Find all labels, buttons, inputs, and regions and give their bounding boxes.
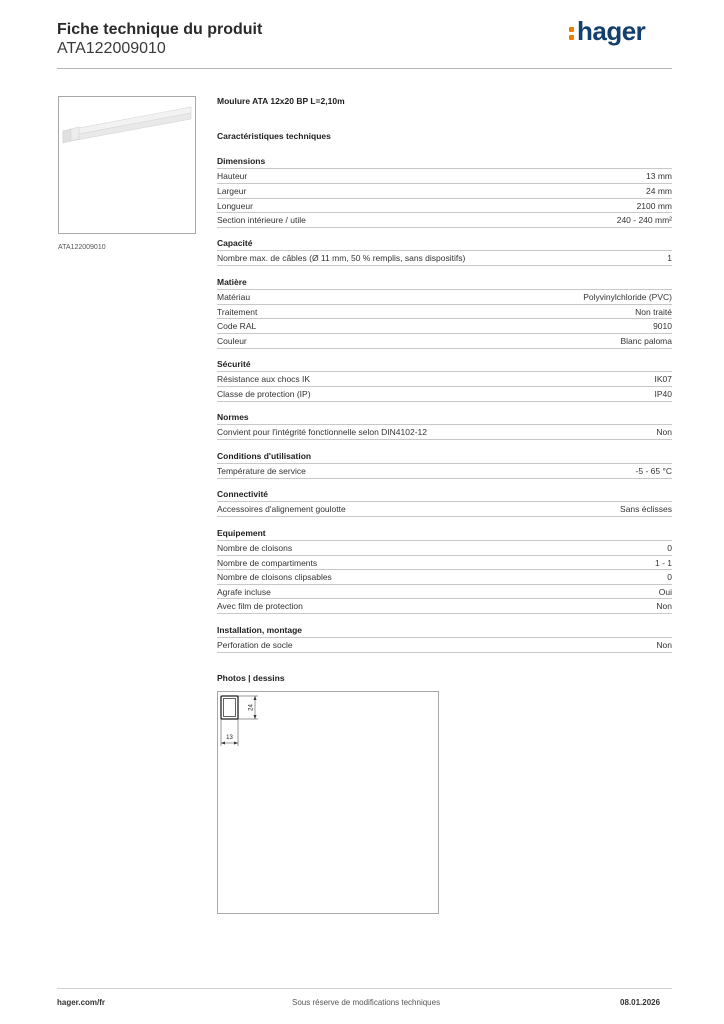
section-divider (217, 348, 672, 349)
section-title-installation: Installation, montage (217, 625, 303, 635)
hager-logo (568, 16, 645, 47)
spec-label: Accessoires d'alignement goulotte (217, 504, 346, 514)
spec-row (217, 183, 672, 198)
footer-date: 08.01.2026 (620, 998, 661, 1007)
spec-value: IK07 (654, 374, 672, 384)
spec-value: Blanc paloma (620, 336, 672, 346)
technical-drawing (217, 691, 439, 914)
spec-value: 1 - 1 (654, 558, 672, 568)
spec-label: Nombre de cloisons (217, 543, 293, 553)
spec-value: Non (656, 601, 672, 611)
spec-value: 9010 (653, 321, 672, 331)
spec-label: Hauteur (217, 171, 248, 181)
section-divider (217, 613, 672, 614)
image-caption: ATA122009010 (58, 244, 106, 251)
section-title-dimensions: Dimensions (217, 156, 266, 166)
footer-divider (57, 988, 672, 989)
spec-row (217, 168, 672, 183)
footer-website-link[interactable]: hager.com/fr (57, 998, 106, 1007)
logo-dots-icon (568, 22, 576, 42)
spec-label: Largeur (217, 186, 247, 196)
section-divider (217, 652, 672, 653)
spec-value: Sans éclisses (620, 504, 672, 514)
trunking-illustration-icon (59, 97, 195, 233)
section-title-normes: Normes (217, 412, 249, 422)
spec-label: Traitement (217, 307, 258, 317)
spec-value: 2100 mm (636, 201, 672, 211)
section-title-securite: Sécurité (217, 359, 251, 369)
spec-value: Non traité (635, 307, 672, 317)
spec-row (217, 371, 672, 386)
spec-row (217, 198, 672, 213)
spec-value: -5 - 65 °C (635, 466, 672, 476)
section-divider (217, 516, 672, 517)
section-divider (217, 227, 672, 228)
spec-label: Convient pour l'intégrité fonctionnelle selon DIN4102-12 (217, 427, 428, 437)
spec-label: Perforation de socle (217, 640, 293, 650)
characteristics-title: Caractéristiques techniques (217, 131, 331, 141)
section-title-conditions: Conditions d'utilisation (217, 451, 312, 461)
spec-value: Non (656, 640, 672, 650)
section-title-equipement: Equipement (217, 528, 266, 538)
spec-value: 24 mm (646, 186, 672, 196)
spec-value: 13 mm (646, 171, 672, 181)
spec-row (217, 501, 672, 516)
section-divider (217, 439, 672, 440)
spec-label: Résistance aux chocs IK (217, 374, 311, 384)
section-title-connectivite: Connectivité (217, 489, 269, 499)
section-title-matiere: Matière (217, 277, 247, 287)
spec-label: Code RAL (217, 321, 257, 331)
spec-row (217, 304, 672, 319)
section-divider (217, 401, 672, 402)
spec-row (217, 540, 672, 555)
spec-value: IP40 (654, 389, 672, 399)
spec-row (217, 333, 672, 348)
section-title-capacite: Capacité (217, 238, 253, 248)
header-divider (57, 68, 672, 69)
spec-row (217, 250, 672, 265)
drawing-height-label: 13 (226, 735, 233, 741)
spec-row (217, 424, 672, 439)
spec-row (217, 212, 672, 227)
spec-label: Matériau (217, 292, 251, 302)
brand-name: hager (577, 16, 646, 46)
spec-label: Couleur (217, 336, 247, 346)
spec-value: Non (656, 427, 672, 437)
spec-label: Section intérieure / utile (217, 215, 306, 225)
spec-value: Oui (658, 587, 672, 597)
spec-row (217, 598, 672, 613)
photos-title: Photos | dessins (217, 673, 285, 683)
spec-label: Nombre de cloisons clipsables (217, 572, 332, 582)
spec-value: 0 (667, 572, 672, 582)
spec-value: 240 - 240 mm² (616, 215, 672, 225)
product-image (58, 96, 196, 234)
spec-row (217, 569, 672, 584)
product-name: Moulure ATA 12x20 BP L=2,10m (217, 96, 345, 106)
spec-label: Avec film de protection (217, 601, 303, 611)
spec-row (217, 463, 672, 478)
spec-value: 1 (667, 253, 672, 263)
section-divider (217, 478, 672, 479)
spec-row (217, 386, 672, 401)
spec-row (217, 289, 672, 304)
spec-row (217, 584, 672, 599)
spec-row (217, 637, 672, 652)
page-title: Fiche technique du produit (57, 21, 263, 38)
spec-label: Longueur (217, 201, 253, 211)
spec-label: Agrafe incluse (217, 587, 271, 597)
product-code: ATA122009010 (57, 40, 166, 57)
spec-label: Nombre de compartiments (217, 558, 318, 568)
cross-section-drawing (218, 692, 438, 913)
spec-value: 0 (667, 543, 672, 553)
spec-value: Polyvinylchloride (PVC) (583, 292, 672, 302)
spec-label: Température de service (217, 466, 306, 476)
spec-row (217, 318, 672, 333)
section-divider (217, 265, 672, 266)
spec-row (217, 555, 672, 570)
footer-disclaimer: Sous réserve de modifications techniques (292, 998, 441, 1007)
drawing-width-label: 24 (248, 704, 255, 711)
spec-label: Classe de protection (IP) (217, 389, 311, 399)
spec-label: Nombre max. de câbles (Ø 11 mm, 50 % remplis, sans dispositifs) (217, 253, 466, 263)
